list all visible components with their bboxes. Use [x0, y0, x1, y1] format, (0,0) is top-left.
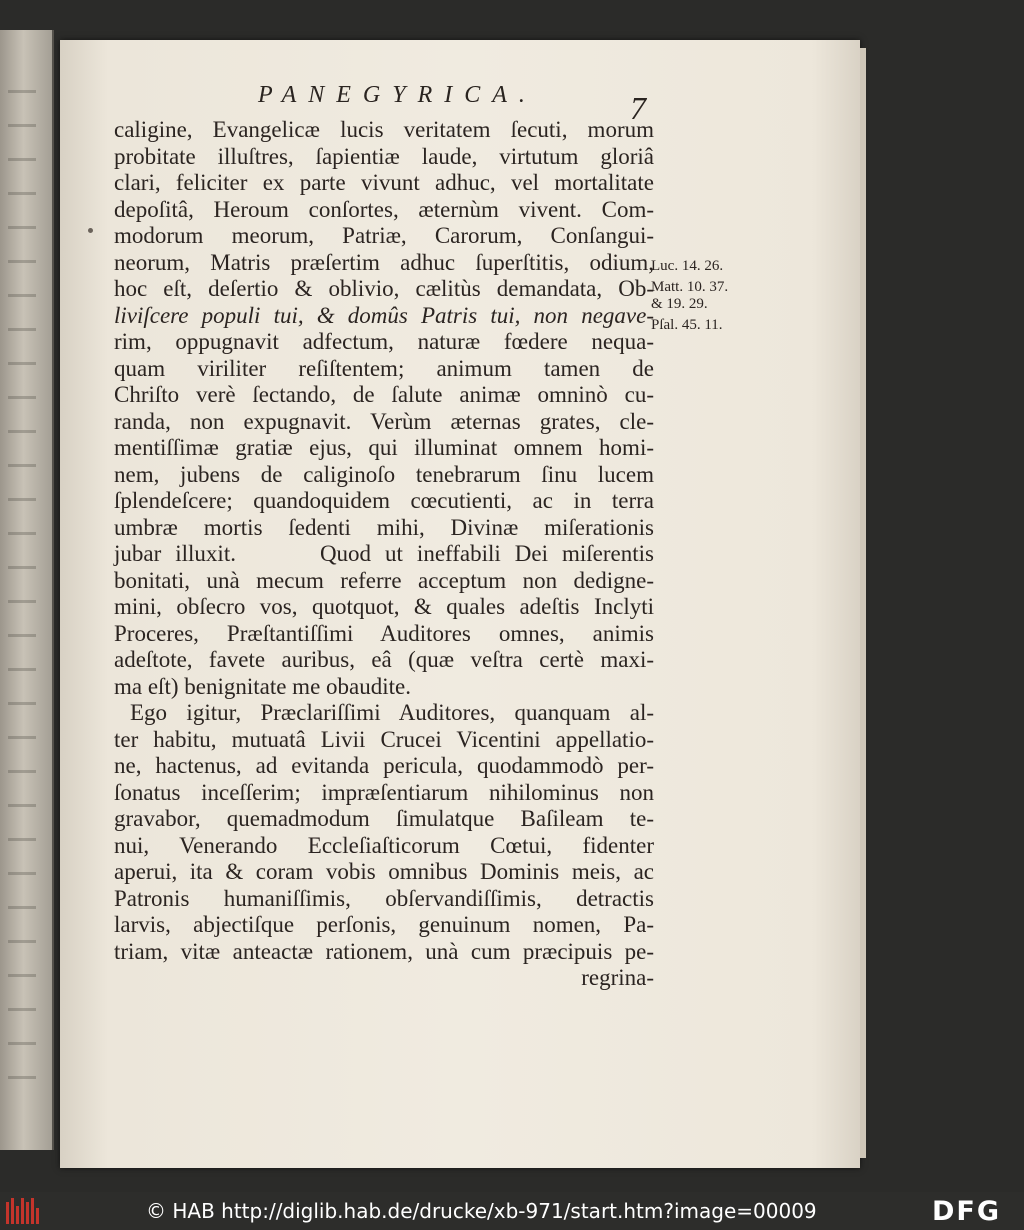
copyright-url[interactable]: © HAB http://diglib.hab.de/drucke/xb-971/start.htm?image=00009 — [146, 1199, 817, 1223]
ghost-text-line — [8, 770, 36, 773]
ghost-text-line — [8, 804, 36, 807]
margin-note: Matt. 10. 37. — [651, 279, 729, 295]
text-line: depoſitâ, Heroum conſortes, æternùm vivent. Com- — [114, 196, 654, 222]
text-line: ma eſt) benignitate me obaudite. — [114, 673, 411, 699]
ghost-text-line — [8, 940, 36, 943]
text-line: larvis, abjectiſque perſonis, genuinum nomen, Pa- — [114, 912, 654, 937]
text-line: caligine, Evangelicæ lucis veritatem ſecuti, morum — [114, 117, 654, 142]
ghost-text-line — [8, 1076, 36, 1079]
ghost-text-line — [8, 906, 36, 909]
text-line: umbræ mortis ſedenti mihi, Divinæ miſerationis — [114, 514, 654, 540]
margin-note: & 19. 29. — [651, 296, 708, 312]
margin-note: Luc. 14. 26. — [651, 258, 724, 274]
text-line: randa, non expugnavit. Verùm æternas grates, cle- — [114, 408, 654, 434]
margin-note: Pſal. 45. 11. — [651, 317, 723, 333]
ghost-text-line — [8, 872, 36, 875]
dfg-logo-icon: DFG — [932, 1196, 1002, 1227]
text-line: gravabor, quemadmodum ſimulatque Baſileam te- — [114, 806, 654, 831]
running-head: PANEGYRICA. — [258, 82, 537, 108]
text-line: neorum, Matris præſertim adhuc ſuperſtitis, odium, — [114, 249, 654, 275]
text-line: ter habitu, mutuatâ Livii Crucei Vicentini appellatio- — [114, 726, 654, 752]
text-line: nem, jubens de caliginoſo tenebrarum ſinu lucem — [114, 461, 654, 487]
text-line: mini, obſecro vos, quotquot, & quales adeſtis Inclyti — [114, 594, 654, 619]
text-line: jubar illuxit. Quod ut ineffabili Dei miſerentis — [114, 541, 654, 566]
ghost-text-line — [8, 498, 36, 501]
text-line: modorum meorum, Patriæ, Carorum, Conſangui- — [114, 223, 654, 248]
text-line: bonitati, unà mecum referre acceptum non dedigne- — [114, 567, 654, 593]
text-line: probitate illuſtres, ſapientiæ laude, virtutum gloriâ — [114, 143, 654, 169]
text-line: Patronis humaniſſimis, obſervandiſſimis, detractis — [114, 885, 654, 911]
ghost-text-line — [8, 226, 36, 229]
text-line: ne, hactenus, ad evitanda pericula, quodammodò per- — [114, 753, 654, 778]
text-line: mentiſſimæ gratiæ ejus, qui illuminat omnem homi- — [114, 435, 654, 460]
text-line: rim, oppugnavit adfectum, naturæ fœdere nequa- — [114, 329, 654, 354]
text-line: liviſcere populi tui, & domûs Patris tui, non negave- — [114, 302, 654, 328]
text-line: aperui, ita & coram vobis omnibus Dominis meis, ac — [114, 859, 654, 884]
ghost-text-line — [8, 634, 36, 637]
ghost-text-line — [8, 464, 36, 467]
text-line: Chriſto verè ſectando, de ſalute animæ omninò cu- — [114, 382, 654, 407]
previous-page-edge — [0, 30, 54, 1150]
text-line: hoc eſt, deſertio & oblivio, cælitùs demandata, Ob- — [114, 276, 654, 301]
text-line: quam viriliter reſiſtentem; animum tamen de — [114, 355, 654, 381]
footer-bar — [0, 1192, 1024, 1230]
ghost-text-line — [8, 396, 36, 399]
ink-speck — [88, 228, 93, 233]
ghost-text-line — [8, 430, 36, 433]
ghost-text-line — [8, 668, 36, 671]
ghost-text-line — [8, 124, 36, 127]
ghost-text-line — [8, 90, 36, 93]
ghost-text-line — [8, 736, 36, 739]
text-line: triam, vitæ anteactæ rationem, unà cum præcipuis pe- — [114, 938, 654, 964]
catchword: regrina- — [581, 965, 654, 990]
ghost-text-line — [8, 1008, 36, 1011]
ghost-text-line — [8, 260, 36, 263]
ghost-text-line — [8, 362, 36, 365]
page-number: 7 — [630, 90, 646, 126]
margin-notes — [651, 258, 761, 334]
body-text — [114, 117, 654, 992]
hab-logo-icon — [6, 1198, 42, 1224]
ghost-text-line — [8, 158, 36, 161]
text-line: Ego igitur, Præclariſſimi Auditores, quanquam al- — [130, 700, 654, 725]
ghost-text-line — [8, 294, 36, 297]
text-line: nui, Venerando Eccleſiaſticorum Cœtui, fidenter — [114, 832, 654, 858]
ghost-text-line — [8, 328, 36, 331]
ghost-text-line — [8, 974, 36, 977]
text-line: ſplendeſcere; quandoquidem cœcutienti, ac in terra — [114, 488, 654, 513]
ghost-text-line — [8, 702, 36, 705]
ghost-text-line — [8, 838, 36, 841]
ghost-text-line — [8, 600, 36, 603]
ghost-text-line — [8, 566, 36, 569]
ghost-text-line — [8, 532, 36, 535]
text-line: Proceres, Præſtantiſſimi Auditores omnes, animis — [114, 620, 654, 646]
text-line: ſonatus inceſſerim; impræſentiarum nihilominus non — [114, 779, 654, 805]
ghost-text-line — [8, 192, 36, 195]
text-line: clari, feliciter ex parte vivunt adhuc, vel mortalitate — [114, 170, 654, 195]
ghost-text-line — [8, 1042, 36, 1045]
text-line: adeſtote, favete auribus, eâ (quæ veſtra certè maxi- — [114, 647, 654, 672]
